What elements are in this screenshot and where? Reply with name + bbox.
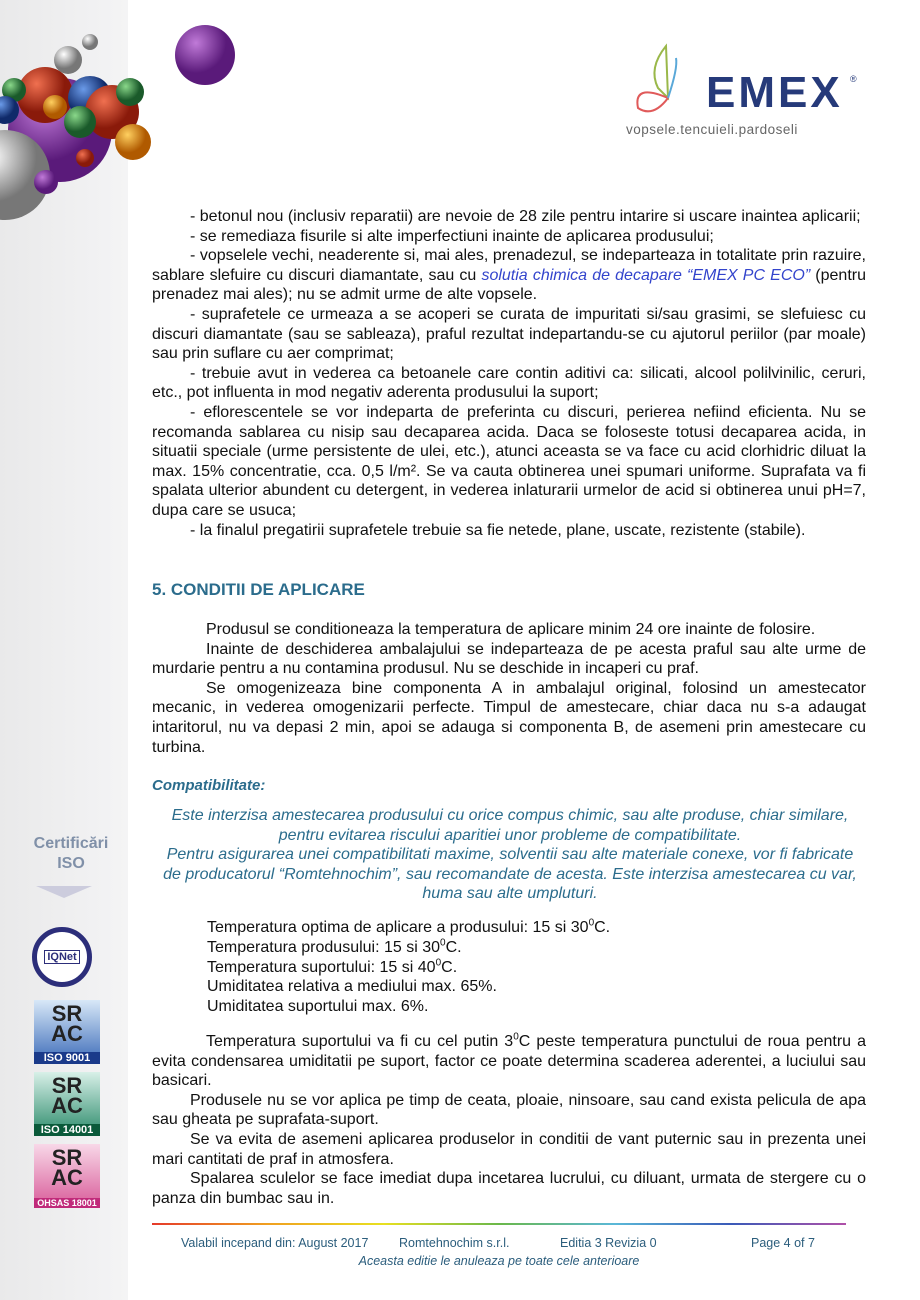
section-paragraphs — [152, 620, 866, 757]
prep-item: - trebuie avut in vederea ca betoanele care contin aditivi ca: silicati, alcool polilvinilic, ceruri, etc., pot influenta in mod negativ aderenta produsului la suport; — [152, 364, 866, 402]
paragraph: Se omogenizeaza bine componenta A in ambalajul original, folosind un amestecator mecanic, in vederea omogenizarii perfecte. Timpul de amestecare, chiar daca nu s-a adaugat intaritorul, nu va depasi 2 min, apoi se adauga si componenta B, de asemeni prin amestecare cu turbina. — [152, 679, 866, 756]
footer-divider — [152, 1223, 846, 1225]
prep-item — [152, 246, 866, 305]
footer-valid-from: Valabil incepand din: August 2017 — [181, 1236, 369, 1250]
surface-preparation-list — [152, 207, 866, 540]
prep-text: - vopselele vechi, neaderente si, mai ales, prenadezul, se indeparteaza in totalitate prin razuire, sablare slefuire cu discuri diamantate, sau cu — [152, 247, 866, 284]
paragraph: Temperatura suportului va fi cu cel putin $3^0C$ peste temperatura punctului de roua pentru a evita condensarea umiditatii pe suport, factor ce poate determina scaderea aderentei, a luciului sau basicari. — [152, 1031, 866, 1090]
prep-item: - betonul nou (inclusiv reparatii) are nevoie de 28 zile pentru intarire si uscare inaintea aplicarii; — [190, 208, 861, 225]
condition-line: Umiditatea suportului max. 6%. — [207, 998, 429, 1016]
srac-iso14001-badge: SR AC ISO 14001 — [34, 1072, 100, 1136]
paragraph: Se va evita de asemeni aplicarea produselor in conditii de vant puternic sau in prezenta unei mari cantitati de praf in atmosfera. — [152, 1130, 866, 1168]
condition-line: Umiditatea relativa a mediului max. 65%. — [207, 978, 497, 996]
decorative-spheres-image — [0, 0, 250, 230]
section-heading: 5. CONDITII DE APLICARE — [152, 580, 365, 599]
prep-item: - la finalul pregatirii suprafetele trebuie sa fie netede, plane, uscate, rezistente (stabile). — [190, 521, 806, 539]
butterfly-logo-icon — [628, 38, 708, 118]
footer-note: Aceasta editie le anuleaza pe toate cele anterioare — [358, 1254, 640, 1268]
prep-item: - se remediaza fisurile si alte imperfectiuni inainte de aplicarea produsului; — [190, 227, 714, 245]
temperature-conditions — [207, 918, 610, 1017]
condition-line: Temperatura suportului: 15 si $40^0C$. — [207, 957, 458, 976]
condition-line: Temperatura optima de aplicare a produsului: 15 si $30^0C$. — [207, 917, 611, 936]
compatibility-notes — [160, 806, 860, 904]
paragraph: Produsul se conditioneaza la temperatura de aplicare minim 24 ore inainte de folosire. — [206, 621, 816, 638]
paragraph: Inainte de deschiderea ambalajului se indeparteaza de pe acesta praful sau alte urme de murdarie pentru a nu contamina produsul. Nu se deschide in incaperi cu praf. — [152, 640, 866, 678]
footer-page-number: Page 4 of 7 — [751, 1236, 815, 1250]
arrow-down-icon — [36, 886, 92, 898]
compat-note: Este interzisa amestecarea produsului cu orice compus chimic, sau alte produse, chiar similare, pentru evitarea riscului aparitiei unor probleme de compatibilitate. — [171, 807, 849, 844]
footer-company: Romtehnochim s.r.l. — [399, 1236, 510, 1250]
certifications-title: Certificări ISO — [33, 835, 109, 872]
srac-iso9001-badge: SR AC ISO 9001 — [34, 1000, 100, 1064]
iqnet-badge: IQNet — [32, 927, 92, 987]
footer-edition: Editia 3 Revizia 0 — [560, 1236, 657, 1250]
decapare-solution-link[interactable]: solutia chimica de decapare “EMEX PC ECO” — [481, 266, 811, 284]
srac-ohsas18001-badge: SR AC OHSAS 18001 — [34, 1144, 100, 1208]
emex-logo — [620, 38, 860, 148]
paragraph: Produsele nu se vor aplica pe timp de ceata, ploaie, ninsoare, sau cand exista pelicula de apa sau gheata pe suprafata-suport. — [152, 1091, 866, 1129]
registered-mark: ® — [850, 74, 857, 84]
prep-text: (pentru prenadez mai ales); nu se admit urme de alte vopsele. — [152, 266, 867, 304]
brand-name: EMEX — [706, 68, 843, 117]
application-notes — [152, 1032, 866, 1208]
brand-tagline: vopsele.tencuieli.pardoseli — [626, 122, 798, 137]
prep-item: - suprafetele ce urmeaza a se acoperi se curata de impuritati si/sau grasimi, se slefuiesc cu discuri diamantate (sau se sableaza), praful rezultat indepartandu-se cu ajutorul periilor (par moale) sau prin suflare cu aer comprimat; — [152, 305, 866, 363]
compatibility-heading: Compatibilitate: — [152, 777, 266, 794]
condition-line: Temperatura produsului: 15 si $30^0C$. — [207, 937, 462, 956]
paragraph: Spalarea sculelor se face imediat dupa incetarea lucrului, cu diluant, urmata de stergere cu o panza din bumbac sau in. — [152, 1170, 866, 1207]
compat-note: Pentru asigurarea unei compatibilitati maxime, solventii sau alte materiale conexe, vor fi fabricate de producatorul “Romtehnochim”, sau recomandate de acesta. Este interzisa amestecarea cu var, huma sau alte umpluturi. — [163, 846, 857, 903]
prep-item: - eflorescentele se vor indeparta de preferinta cu discuri, perierea nefiind eficienta. Nu se recomanda sablarea cu nisip sau decaparea acida. Daca se foloseste totusi decaparea acida, in situatii speciale (urme persistente de ulei, etc.), atunci aceasta se va face cu acid clorhidric diluat la max. 15% concentratie, cca. 0,5 l/m². Se va cauta obtinerea unei spumari uniforme. Suprafata va fi spalata ulterior abundent cu detergent, in vederea inlaturarii urmelor de acid si obtinerea unui pH=7, dupa care se usuca; — [152, 403, 866, 519]
